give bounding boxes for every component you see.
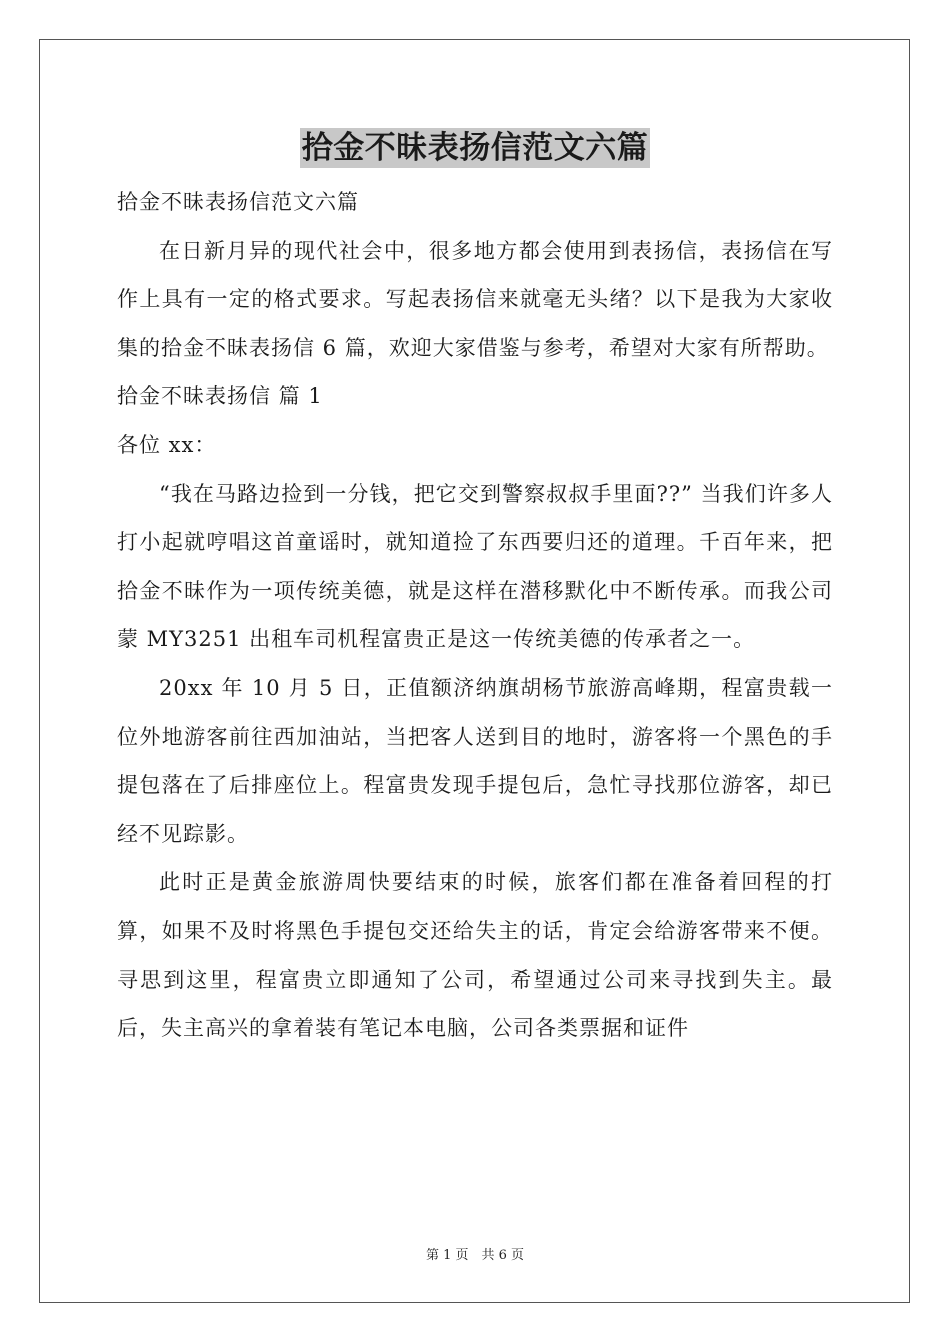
salutation: 各位 xx： bbox=[117, 432, 217, 457]
body-paragraph: 此时正是黄金旅游周快要结束的时候，旅客们都在准备着回程的打算，如果不及时将黑色手提包交还给失主的话，肯定会给游客带来不便。寻思到这里，程富贵立即通知了公司，希望通过公司来寻找到失主。最后，失主高兴的拿着装有笔记本电脑，公司各类票据和证件 bbox=[117, 870, 833, 1041]
document-body bbox=[117, 178, 833, 1053]
intro-paragraph: 在日新月异的现代社会中，很多地方都会使用到表扬信，表扬信在写作上具有一定的格式要求。写起表扬信来就毫无头绪？以下是我为大家收集的拾金不昧表扬信 6 篇，欢迎大家借鉴与参考，希望对大家有所帮助。 bbox=[117, 238, 833, 360]
section-heading: 拾金不昧表扬信 篇 1 bbox=[117, 384, 323, 409]
document-title: 拾金不昧表扬信范文六篇 bbox=[301, 130, 649, 166]
title-wrap bbox=[0, 128, 950, 168]
page-footer: 第 1 页 共 6 页 bbox=[425, 1248, 525, 1263]
body-paragraph: “我在马路边捡到一分钱，把它交到警察叔叔手里面??” 当我们许多人打小起就哼唱这首童谣时，就知道捡了东西要归还的道理。千百年来，把拾金不昧作为一项传统美德，就是这样在潜移默化中不断传承。而我公司蒙 MY3251 出租车司机程富贵正是这一传统美德的传承者之一。 bbox=[117, 481, 833, 652]
subtitle-line: 拾金不昧表扬信范文六篇 bbox=[117, 190, 359, 214]
body-paragraph: 20xx 年 10 月 5 日，正值额济纳旗胡杨节旅游高峰期，程富贵载一位外地游客前往西加油站，当把客人送到目的地时，游客将一个黑色的手提包落在了后排座位上。程富贵发现手提包后，急忙寻找那位游客，却已经不见踪影。 bbox=[117, 675, 833, 846]
